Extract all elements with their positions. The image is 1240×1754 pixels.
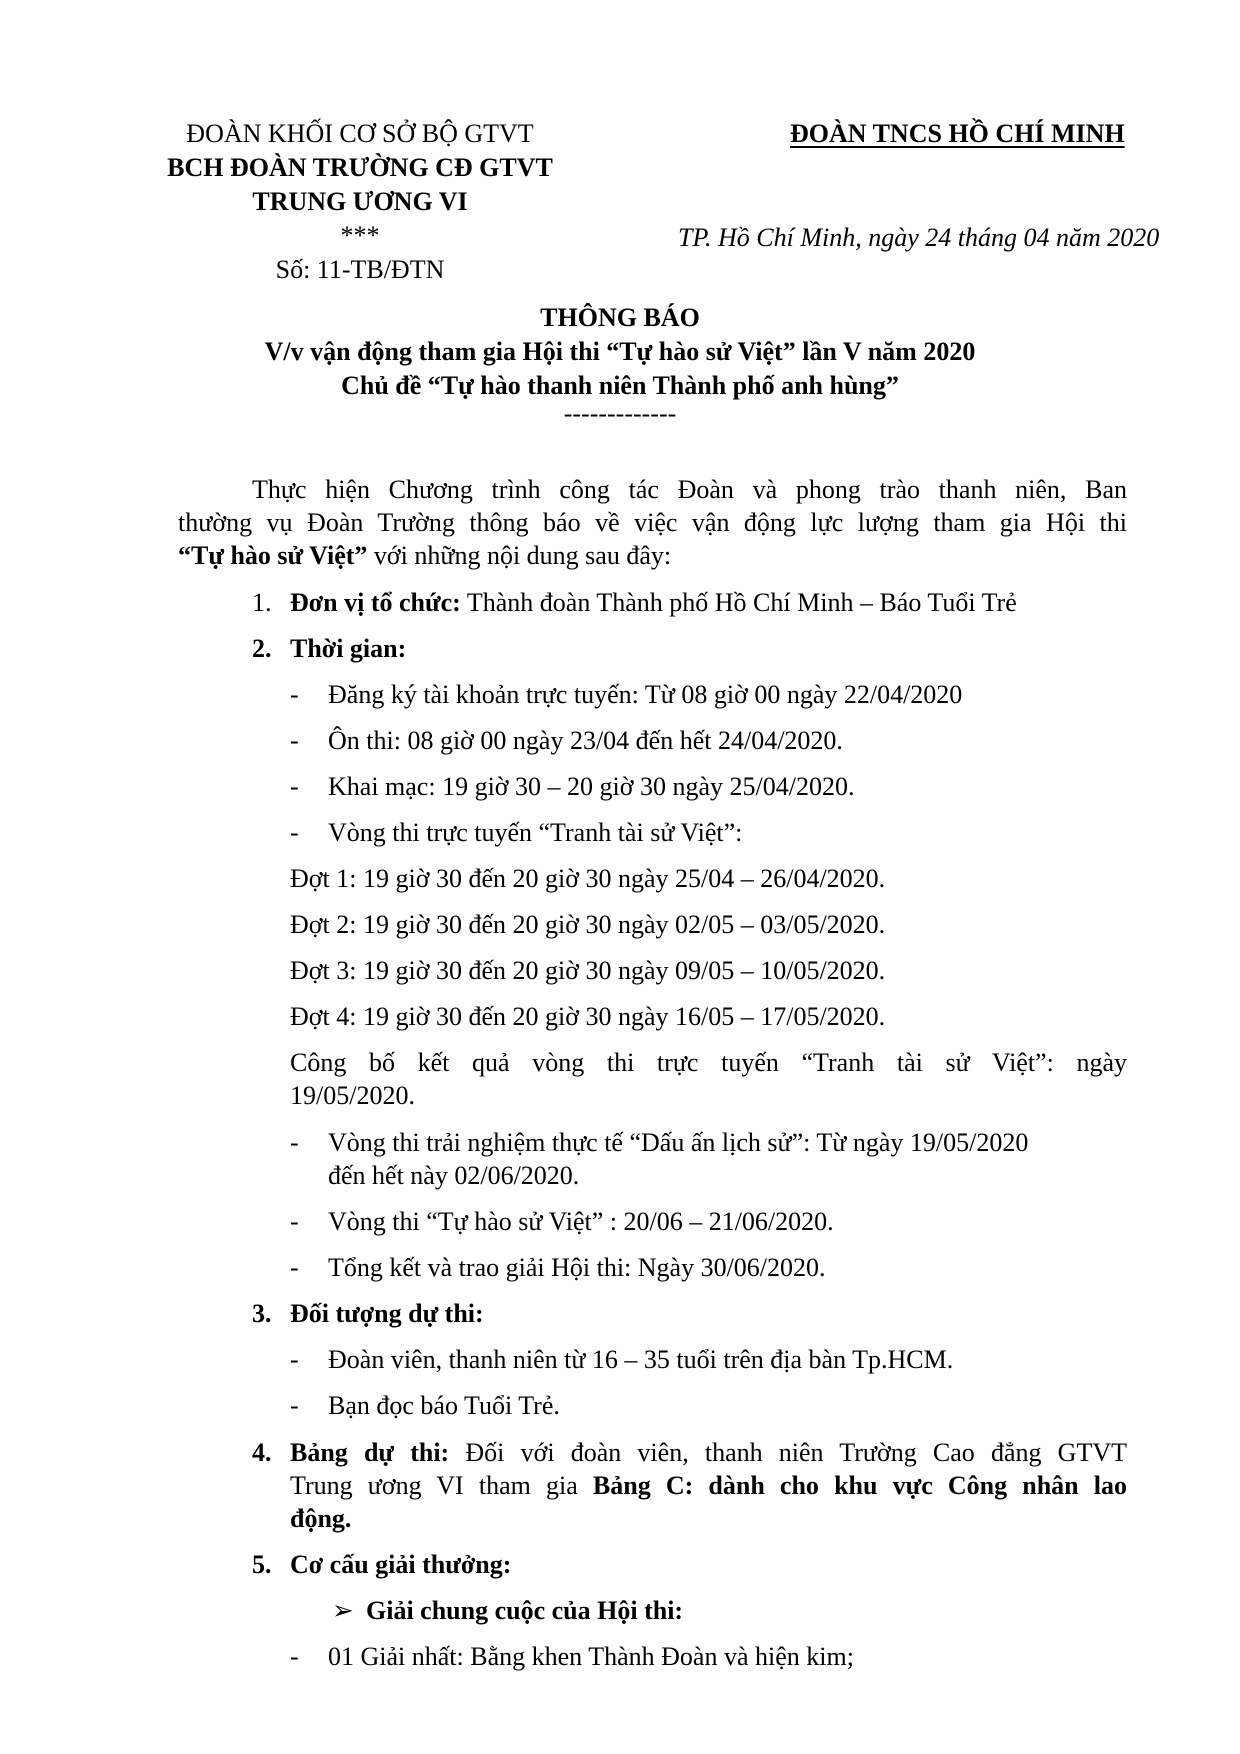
bullet-dash: - — [290, 1207, 299, 1236]
bullet-dash: - — [290, 818, 299, 847]
notice-subject: V/v vận động tham gia Hội thi “Tự hào sử Việt” lần V năm 2020 — [264, 337, 976, 366]
time-final-round: Vòng thi “Tự hào sử Việt” : 20/06 – 21/06/2020. — [328, 1207, 834, 1236]
union-name: ĐOÀN TNCS HỒ CHÍ MINH — [790, 119, 1125, 148]
intro-line-2: thường vụ Đoàn Trường thông báo về việc vận động lực lượng tham gia Hội thi — [178, 508, 1127, 537]
section-2-label: Thời gian: — [290, 634, 407, 663]
notice-theme: Chủ đề “Tự hào thanh niên Thành phố anh hùng” — [341, 371, 899, 400]
time-field-round-end: đến hết này 02/06/2020. — [328, 1161, 580, 1190]
intro-line-3 — [178, 540, 671, 572]
prize-category: Giải chung cuộc của Hội thi: — [366, 1596, 684, 1625]
bullet-dash: - — [290, 726, 299, 755]
arrow-bullet-icon: ➢ — [332, 1596, 354, 1625]
bullet-dash: - — [290, 680, 299, 709]
bullet-dash: - — [290, 1253, 299, 1282]
section-1-label: Đơn vị tổ chức: — [290, 588, 461, 617]
time-online-round: Vòng thi trực tuyến “Tranh tài sử Việt”: — [328, 818, 743, 847]
time-opening: Khai mạc: 19 giờ 30 – 20 giờ 30 ngày 25/04/2020. — [328, 772, 855, 801]
time-registration: Đăng ký tài khoản trực tuyến: Từ 08 giờ 00 ngày 22/04/2020 — [328, 680, 963, 709]
participant-readers: Bạn đọc báo Tuổi Trẻ. — [328, 1391, 560, 1420]
board-name-end: động. — [290, 1504, 352, 1533]
section-4-line-2 — [290, 1470, 1127, 1502]
section-1-number: 1. — [252, 588, 272, 617]
time-field-round: Vòng thi trải nghiệm thực tế “Dấu ấn lịch sử”: Từ ngày 19/05/2020 — [328, 1128, 1029, 1157]
section-1-text — [290, 587, 1017, 619]
intro-line-1: Thực hiện Chương trình công tác Đoàn và phong trào thanh niên, Ban — [252, 475, 1127, 504]
header-stars: *** — [340, 221, 380, 250]
section-3-number: 3. — [252, 1299, 272, 1328]
results-announcement: Công bố kết quả vòng thi trực tuyến “Tranh tài sử Việt”: ngày — [290, 1048, 1127, 1077]
intro-line-3-rest: với những nội dung sau đây: — [367, 541, 672, 570]
round-4: Đợt 4: 19 giờ 30 đến 20 giờ 30 ngày 16/05 – 17/05/2020. — [290, 1002, 886, 1031]
section-1-value: Thành đoàn Thành phố Hồ Chí Minh – Báo Tuổi Trẻ — [460, 588, 1017, 617]
section-5-number: 5. — [252, 1550, 272, 1579]
section-5-label: Cơ cấu giải thưởng: — [290, 1550, 512, 1579]
round-2: Đợt 2: 19 giờ 30 đến 20 giờ 30 ngày 02/05 – 03/05/2020. — [290, 910, 886, 939]
participant-youth: Đoàn viên, thanh niên từ 16 – 35 tuổi trên địa bàn Tp.HCM. — [328, 1345, 954, 1374]
org-parent: ĐOÀN KHỐI CƠ SỞ BỘ GTVT — [186, 119, 534, 148]
title-divider: ------------- — [563, 399, 677, 428]
first-prize: 01 Giải nhất: Bằng khen Thành Đoàn và hiện kim; — [328, 1642, 854, 1671]
time-review: Ôn thi: 08 giờ 00 ngày 23/04 đến hết 24/04/2020. — [328, 726, 843, 755]
org-name: BCH ĐOÀN TRƯỜNG CĐ GTVT — [167, 153, 553, 182]
section-3-label: Đối tượng dự thi: — [290, 1299, 484, 1328]
results-announcement-date: 19/05/2020. — [290, 1081, 415, 1110]
round-1: Đợt 1: 19 giờ 30 đến 20 giờ 30 ngày 25/04 – 26/04/2020. — [290, 864, 886, 893]
section-4-label: Bảng dự thi: — [290, 1438, 450, 1467]
bullet-dash: - — [290, 1391, 299, 1420]
bullet-dash: - — [290, 1345, 299, 1374]
board-name: Bảng C: dành cho khu vực Công nhân lao — [592, 1471, 1127, 1500]
bullet-dash: - — [290, 1642, 299, 1671]
section-4-number: 4. — [252, 1438, 272, 1467]
section-4-text: Đối với đoàn viên, thanh niên Trường Cao đẳng GTVT — [449, 1438, 1127, 1467]
place-date: TP. Hồ Chí Minh, ngày 24 tháng 04 năm 2020 — [678, 223, 1160, 252]
org-name-line2: TRUNG ƯƠNG VI — [252, 187, 468, 216]
section-4-text-2: Trung ương VI tham gia — [290, 1471, 593, 1500]
bullet-dash: - — [290, 772, 299, 801]
document-number: Số: 11-TB/ĐTN — [275, 255, 445, 284]
time-awards: Tổng kết và trao giải Hội thi: Ngày 30/06/2020. — [328, 1253, 826, 1282]
section-4-line-1 — [290, 1437, 1127, 1469]
section-2-number: 2. — [252, 634, 272, 663]
contest-name: “Tự hào sử Việt” — [178, 541, 368, 570]
bullet-dash: - — [290, 1128, 299, 1157]
round-3: Đợt 3: 19 giờ 30 đến 20 giờ 30 ngày 09/05 – 10/05/2020. — [290, 956, 886, 985]
notice-title: THÔNG BÁO — [540, 303, 700, 332]
